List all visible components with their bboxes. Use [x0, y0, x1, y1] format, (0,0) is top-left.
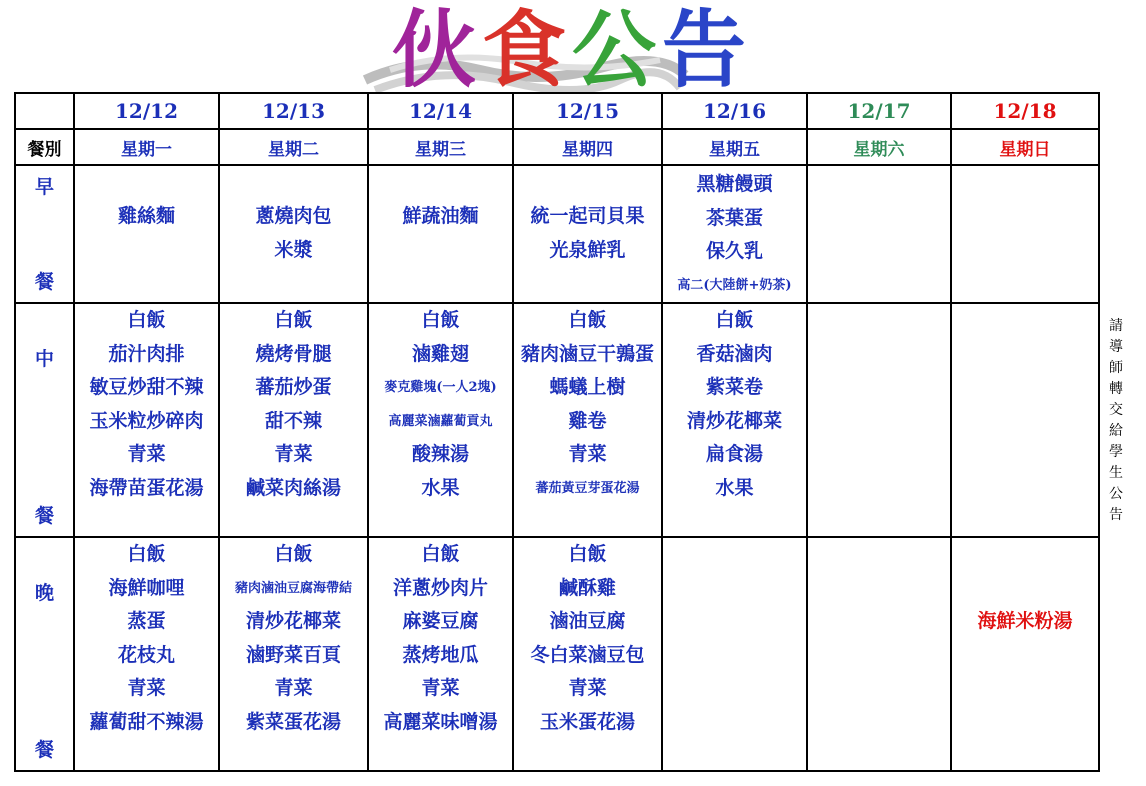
date-cell: 12/13: [219, 93, 368, 129]
menu-item: 白飯: [274, 309, 313, 331]
menu-item: 海鮮米粉湯: [977, 610, 1073, 632]
breakfast-row: [15, 165, 1099, 303]
date-cell: 12/14: [368, 93, 513, 129]
menu-cell: [513, 165, 662, 303]
dinner-row: [15, 537, 1099, 771]
menu-item: 滷油豆腐: [549, 610, 626, 632]
menu-item: 水果: [715, 476, 754, 499]
dinner-label: [15, 537, 74, 771]
menu-item: 青菜: [274, 677, 313, 699]
menu-item: 鹹菜肉絲湯: [245, 476, 341, 499]
menu-item: 滷雞翅: [411, 342, 469, 365]
menu-item: 紫菜蛋花湯: [245, 710, 341, 733]
menu-item: 玉米粒炒碎肉: [89, 409, 204, 432]
menu-item: 蒸蛋: [127, 610, 166, 632]
menu-item: 豬肉滷油豆腐海帶結: [234, 580, 352, 596]
menu-item: 香菇滷肉: [696, 342, 773, 365]
lunch-row: [15, 303, 1099, 537]
breakfast-label: [15, 165, 74, 303]
menu-item: 蘿蔔甜不辣湯: [89, 710, 204, 733]
lunch-label: [15, 303, 74, 537]
menu-cell: [807, 537, 951, 771]
menu-item: 敏豆炒甜不辣: [89, 376, 204, 398]
menu-cell: [368, 303, 513, 537]
menu-item: 青菜: [274, 443, 313, 465]
menu-item: 海鮮咖哩: [108, 576, 185, 599]
menu-item: 白飯: [568, 543, 607, 565]
menu-item: 鮮蔬油麵: [402, 205, 479, 227]
menu-item: 冬白菜滷豆包: [530, 643, 645, 666]
menu-item: 高麗菜味噌湯: [383, 710, 498, 733]
menu-cell: [368, 537, 513, 771]
side-note: 請 導 師 轉 交 給 學 生 公 告: [1109, 318, 1123, 523]
menu-cell: [662, 303, 807, 537]
date-cell: 12/16: [662, 93, 807, 129]
title-char-3: 公: [572, 0, 663, 99]
menu-cell: [219, 165, 368, 303]
menu-cell: [368, 165, 513, 303]
menu-item: 雞絲麵: [117, 205, 175, 227]
menu-item: 白飯: [715, 309, 754, 331]
menu-item: 花枝丸: [117, 643, 175, 666]
menu-item: 酸辣湯: [411, 443, 469, 465]
weekday-cell: 星期三: [368, 129, 513, 165]
menu-item: 清炒花椰菜: [245, 610, 341, 632]
weekday-cell: 星期二: [219, 129, 368, 165]
menu-item: 螞蟻上樹: [549, 376, 626, 398]
menu-item: 高麗菜滷蘿蔔貢丸: [388, 413, 493, 429]
menu-cell: [74, 303, 219, 537]
menu-cell: [951, 165, 1099, 303]
date-cell-saturday: 12/17: [807, 93, 951, 129]
menu-item: 青菜: [421, 677, 460, 699]
menu-item: 清炒花椰菜: [686, 409, 782, 432]
menu-cell: [219, 537, 368, 771]
weekday-cell: 星期一: [74, 129, 219, 165]
menu-cell: [662, 537, 807, 771]
menu-item: 青菜: [127, 443, 166, 465]
menu-item: 黑糖饅頭: [696, 173, 773, 195]
menu-item: 光泉鮮乳: [549, 238, 626, 261]
menu-item: 玉米蛋花湯: [539, 710, 635, 733]
menu-item: 白飯: [127, 309, 166, 331]
menu-item: 海帶苗蛋花湯: [89, 476, 204, 499]
menu-item: 青菜: [127, 677, 166, 699]
date-cell: 12/15: [513, 93, 662, 129]
menu-item: 雞卷: [568, 409, 607, 432]
meal-label-bottom: 餐: [34, 505, 54, 527]
menu-item: 白飯: [421, 543, 460, 565]
meal-label-top: 早: [34, 176, 54, 198]
menu-item: 青菜: [568, 443, 607, 465]
weekday-cell: 星期五: [662, 129, 807, 165]
weekday-row: [15, 129, 1099, 165]
title-char-2: 食: [482, 0, 573, 99]
menu-item: 米漿: [274, 238, 313, 261]
title-char-1: 伙: [392, 0, 483, 99]
menu-cell: [807, 165, 951, 303]
menu-cell: [951, 537, 1099, 771]
menu-item: 蒸烤地瓜: [402, 643, 479, 666]
menu-item: 紫菜卷: [705, 376, 763, 398]
weekday-cell: 星期四: [513, 129, 662, 165]
menu-item: 鹹酥雞: [558, 576, 616, 599]
meal-label-top: 晚: [34, 582, 54, 604]
menu-cell: [513, 303, 662, 537]
menu-item: 白飯: [421, 309, 460, 331]
corner-cell: [15, 93, 74, 129]
menu-item: 統一起司貝果: [530, 205, 645, 227]
menu-item: 蔥燒肉包: [255, 205, 332, 227]
date-cell: 12/12: [74, 93, 219, 129]
weekday-cell-saturday: 星期六: [807, 129, 951, 165]
menu-item: 滷野菜百頁: [245, 643, 341, 666]
meal-label-bottom: 餐: [34, 271, 54, 293]
menu-item: 扁食湯: [705, 443, 763, 465]
page-title: [392, 2, 752, 98]
menu-item: 茄汁肉排: [108, 342, 185, 365]
menu-item: 白飯: [568, 309, 607, 331]
menu-item: 水果: [421, 476, 460, 499]
menu-item: 甜不辣: [264, 409, 322, 432]
menu-item: 燒烤骨腿: [255, 342, 332, 365]
date-row: [15, 93, 1099, 129]
meal-label-bottom: 餐: [34, 739, 54, 761]
menu-cell: [513, 537, 662, 771]
menu-item: 蕃茄炒蛋: [255, 376, 332, 398]
menu-item: 保久乳: [705, 240, 763, 262]
weekday-cell-sunday: 星期日: [951, 129, 1099, 165]
menu-item: 高二(大陸餅+奶茶): [677, 277, 792, 293]
menu-item: 茶葉蛋: [705, 206, 763, 229]
menu-table: [14, 92, 1100, 772]
menu-cell: [74, 165, 219, 303]
meal-type-header: 餐別: [15, 129, 74, 165]
menu-cell: [662, 165, 807, 303]
menu-cell: [951, 303, 1099, 537]
menu-cell: [219, 303, 368, 537]
menu-cell: [74, 537, 219, 771]
menu-item: 白飯: [274, 543, 313, 565]
title-banner: [350, 0, 753, 99]
menu-item: 豬肉滷豆干鶉蛋: [520, 342, 654, 365]
date-cell-sunday: 12/18: [951, 93, 1099, 129]
menu-cell: [807, 303, 951, 537]
menu-item: 麻婆豆腐: [402, 610, 479, 632]
menu-item: 青菜: [568, 677, 607, 699]
title-char-4: 告: [662, 0, 753, 99]
menu-item: 洋蔥炒肉片: [392, 576, 488, 599]
meal-label-top: 中: [34, 348, 54, 370]
menu-item: 白飯: [127, 543, 166, 565]
menu-item: 麥克雞塊(一人2塊): [384, 380, 497, 395]
menu-item: 蕃茄黃豆芽蛋花湯: [535, 480, 640, 496]
